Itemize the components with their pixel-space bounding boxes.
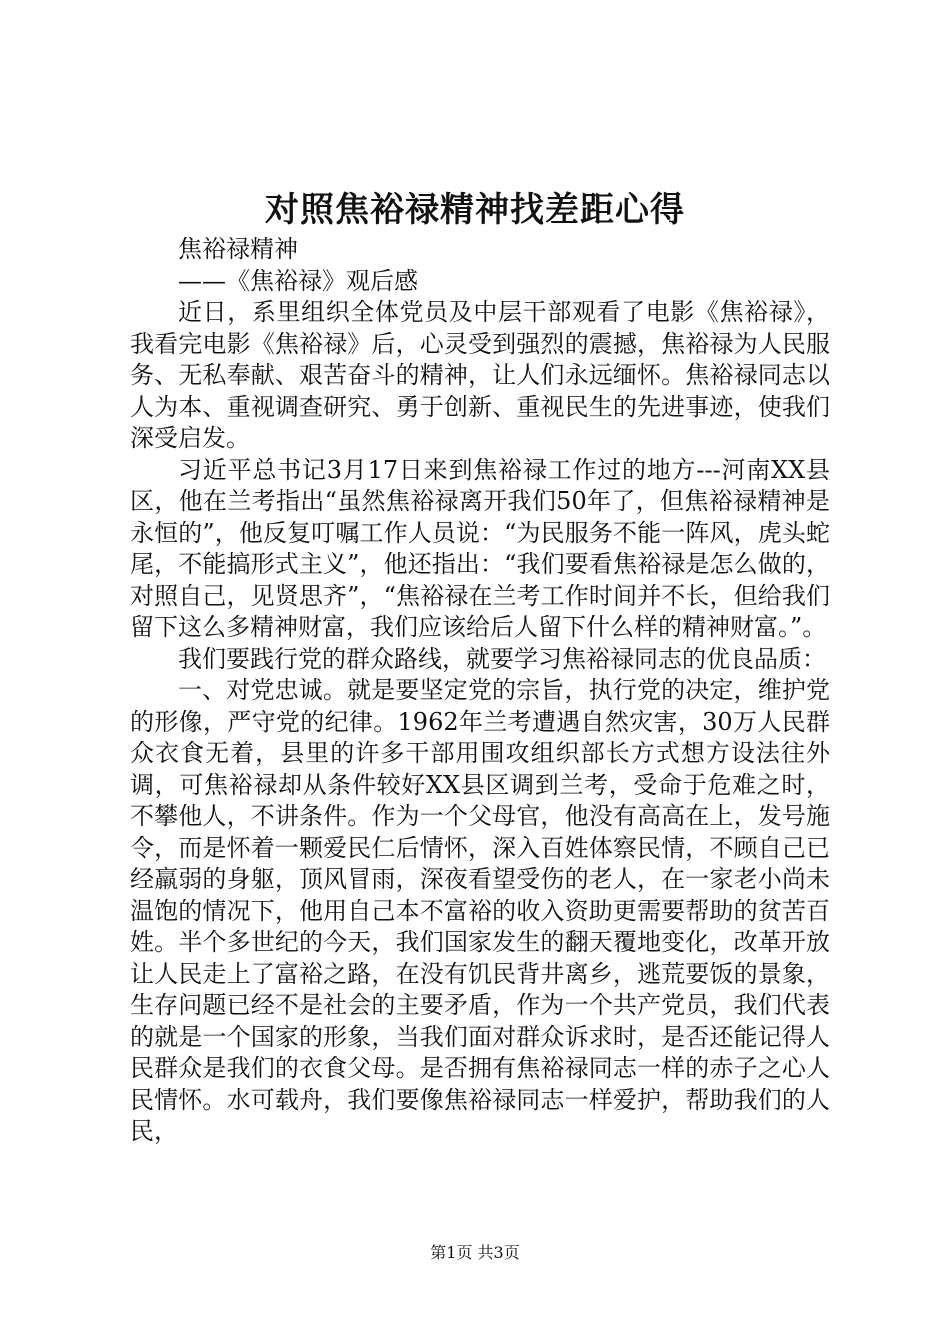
subtitle-review: ——《焦裕禄》观后感 xyxy=(178,266,418,295)
paragraph-speech: 习近平总书记3月17日来到焦裕禄工作过的地方---河南XX县区，他在兰考指出“虽然焦裕禄离开我们50年了，但焦裕禄精神是永恒的”，他反复叮嘱工作人员说：“为民服务不能一阵风，虎头蛇尾，不能搞形式主义”，他还指出：“我们要看焦裕禄是怎么做的，对照自己，见贤思齐”，“焦裕禄在兰考工作时间并不长，但给我们留下这么多精神财富，我们应该给后人留下什么样的精神财富。”。 xyxy=(130,455,830,641)
document-body xyxy=(130,234,830,1148)
page-footer: 第1页 共3页 xyxy=(430,1243,520,1262)
paragraph-intro: 近日，系里组织全体党员及中层干部观看了电影《焦裕禄》，我看完电影《焦裕禄》后，心灵受到强烈的震撼，焦裕禄为人民服务、无私奉献、艰苦奋斗的精神，让人们永远缅怀。焦裕禄同志以人为本、重视调查研究、勇于创新、重视民生的先进事迹，使我们深受启发。 xyxy=(130,298,830,452)
paragraph-loyalty: 一、对党忠诚。就是要坚定党的宗旨，执行党的决定，维护党的形像，严守党的纪律。1962年兰考遭遇自然灾害，30万人民群众衣食无着，县里的许多干部用围攻组织部长方式想方设法往外调，可焦裕禄却从条件较好XX县区调到兰考，受命于危难之时，不攀他人，不讲条件。作为一个父母官，他没有高高在上，发号施令，而是怀着一颗爱民仁后情怀，深入百姓体察民情，不顾自己已经羸弱的身躯，顶风冒雨，深夜看望受伤的老人，在一家老小尚未温饱的情况下，他用自己本不富裕的收入资助更需要帮助的贫苦百姓。半个多世纪的今天，我们国家发生的翻天覆地变化，改革开放让人民走上了富裕之路，在没有饥民背井离乡，逃荒要饭的景象，生存问题已经不是社会的主要矛盾，作为一个共产党员，我们代表的就是一个国家的形象，当我们面对群众诉求时，是否还能记得人民群众是我们的衣食父母。是否拥有焦裕禄同志一样的赤子之心人民情怀。水可载舟，我们要像焦裕禄同志一样爱护，帮助我们的人民， xyxy=(130,676,830,1145)
document-title: 对照焦裕禄精神找差距心得 xyxy=(265,190,685,230)
subtitle-spirit: 焦裕禄精神 xyxy=(178,235,298,263)
paragraph-qualities: 我们要践行党的群众路线，就要学习焦裕禄同志的优良品质： xyxy=(178,644,826,673)
